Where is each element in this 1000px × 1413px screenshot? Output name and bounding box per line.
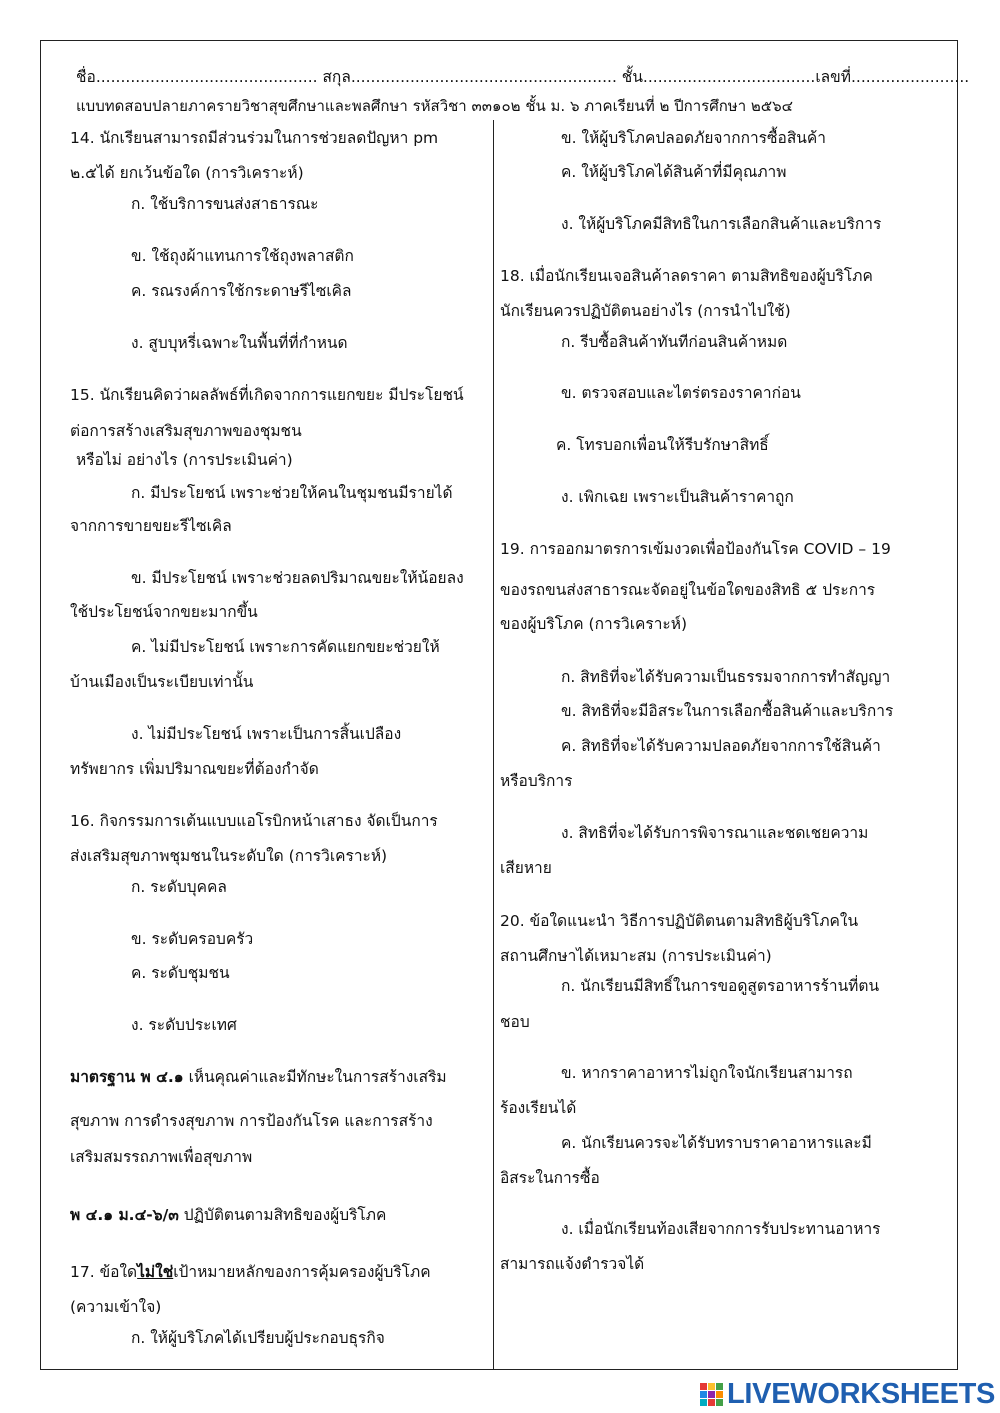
logo-mark-cell (708, 1383, 715, 1390)
q20-choice-d-cont: สามารถแจ้งตำรวจได้ (500, 1255, 645, 1273)
q16-stem-line1: 16. กิจกรรมการเต้นแบบแอโรบิกหน้าเสาธง จัดเป็นการ (70, 812, 438, 830)
standard-line2: สุขภาพ การดำรงสุขภาพ การป้องกันโรค และการสร้าง (70, 1112, 433, 1130)
q20-choice-a-cont: ชอบ (500, 1013, 530, 1031)
indicator-text: ปฏิบัติตนตามสิทธิของผู้บริโภค (178, 1206, 387, 1224)
q16-choice-a[interactable]: ก. ระดับบุคคล (131, 878, 227, 896)
logo-text: LIVEWORKSHEETS (727, 1378, 996, 1410)
logo-mark-cell (708, 1399, 715, 1406)
q19-choice-a[interactable]: ก. สิทธิที่จะได้รับความเป็นธรรมจากการทำสัญญา (561, 668, 891, 686)
q15-choice-b[interactable]: ข. มีประโยชน์ เพราะช่วยลดปริมาณขยะให้น้อยลง (131, 569, 464, 587)
liveworksheets-logo[interactable] (700, 1380, 995, 1408)
q17-suffix: เป้าหมายหลักของการคุ้มครองผู้บริโภค (173, 1263, 431, 1281)
q20-choice-d[interactable]: ง. เมื่อนักเรียนท้องเสียจากการรับประทานอาหาร (561, 1220, 881, 1238)
q19-stem-line3: ของผู้บริโภค (การวิเคราะห์) (500, 615, 688, 633)
q18-choice-d[interactable]: ง. เพิกเฉย เพราะเป็นสินค้าราคาถูก (561, 488, 794, 506)
q17-choice-a[interactable]: ก. ให้ผู้บริโภคได้เปรียบผู้ประกอบธุรกิจ (131, 1329, 385, 1347)
student-info-fields: ชื่อ............................................. สกุล...................................................... ชั้น...................................เลขที่........................ (76, 68, 970, 86)
q19-choice-b[interactable]: ข. สิทธิที่จะมีอิสระในการเลือกซื้อสินค้าและบริการ (561, 702, 894, 720)
exam-title: แบบทดสอบปลายภาครายวิชาสุขศึกษาและพลศึกษา รหัสวิชา ๓๓๑๐๒ ชั้น ม. ๖ ภาคเรียนที่ ๒ ปีการศึกษา ๒๕๖๔ (76, 97, 794, 115)
q16-stem-line2: ส่งเสริมสุขภาพชุมชนในระดับใด (การวิเคราะห์) (70, 847, 388, 865)
standard-text: เห็นคุณค่าและมีทักษะในการสร้างเสริม (183, 1068, 447, 1086)
q18-choice-b[interactable]: ข. ตรวจสอบและไตร่ตรองราคาก่อน (561, 384, 801, 402)
indicator-code: พ ๔.๑ ม.๔-๖/๓ (70, 1206, 179, 1224)
q14-choice-b[interactable]: ข. ใช้ถุงผ้าแทนการใช้ถุงพลาสติก (131, 247, 354, 265)
q18-stem-line2: นักเรียนควรปฏิบัติตนอย่างไร (การนำไปใช้) (500, 302, 791, 320)
logo-mark-cell (708, 1391, 715, 1398)
q15-stem-line2: ต่อการสร้างเสริมสุขภาพของชุมชน (70, 422, 302, 440)
q17-choice-d[interactable]: ง. ให้ผู้บริโภคมีสิทธิในการเลือกสินค้าและบริการ (561, 215, 882, 233)
indicator-line (70, 1205, 386, 1225)
q16-choice-b[interactable]: ข. ระดับครอบครัว (131, 930, 254, 948)
q14-choice-d[interactable]: ง. สูบบุหรี่เฉพาะในพื้นที่ที่กำหนด (131, 334, 348, 352)
q17-choice-c[interactable]: ค. ให้ผู้บริโภคได้สินค้าที่มีคุณภาพ (561, 163, 787, 181)
standard-line1 (70, 1067, 447, 1087)
q18-choice-c[interactable]: ค. โทรบอกเพื่อนให้รีบรักษาสิทธิ์ (556, 436, 769, 454)
logo-mark-cell (700, 1383, 707, 1390)
q19-choice-c-cont: หรือบริการ (500, 772, 573, 790)
column-divider (493, 120, 494, 1370)
q19-stem-line1: 19. การออกมาตรการเข้มงวดเพื่อป้องกันโรค COVID – 19 (500, 540, 891, 558)
q15-choice-d-cont: ทรัพยากร เพิ่มปริมาณขยะที่ต้องกำจัด (70, 760, 319, 778)
q17-choice-b[interactable]: ข. ให้ผู้บริโภคปลอดภัยจากการซื้อสินค้า (561, 129, 826, 147)
logo-mark-cell (716, 1391, 723, 1398)
q19-choice-d[interactable]: ง. สิทธิที่จะได้รับการพิจารณาและชดเชยความ (561, 824, 869, 842)
q16-choice-c[interactable]: ค. ระดับชุมชน (131, 964, 230, 982)
q17-prefix: 17. ข้อใด (70, 1263, 138, 1281)
standard-line3: เสริมสมรรถภาพเพื่อสุขภาพ (70, 1148, 253, 1166)
q15-choice-c-cont: บ้านเมืองเป็นระเบียบเท่านั้น (70, 673, 254, 691)
q15-choice-b-cont: ใช้ประโยชน์จากขยะมากขึ้น (70, 603, 258, 621)
q14-stem-line2: ๒.๕ได้ ยกเว้นข้อใด (การวิเคราะห์) (70, 164, 304, 182)
q14-choice-c[interactable]: ค. รณรงค์การใช้กระดาษรีไซเคิล (131, 282, 352, 300)
q17-stem-line2: (ความเข้าใจ) (70, 1298, 162, 1316)
q18-stem-line1: 18. เมื่อนักเรียนเจอสินค้าลดราคา ตามสิทธิของผู้บริโภค (500, 267, 873, 285)
q17-stem-line1 (70, 1262, 431, 1282)
q20-choice-c-cont: อิสระในการซื้อ (500, 1169, 600, 1187)
q15-stem-line1: 15. นักเรียนคิดว่าผลลัพธ์ที่เกิดจากการแยกขยะ มีประโยชน์ (70, 386, 464, 404)
q19-stem-line2: ของรถขนส่งสาธารณะจัดอยู่ในข้อใดของสิทธิ ๕ ประการ (500, 581, 876, 599)
q18-choice-a[interactable]: ก. รีบซื้อสินค้าทันทีก่อนสินค้าหมด (561, 333, 788, 351)
q20-choice-b-cont: ร้องเรียนได้ (500, 1099, 577, 1117)
q16-choice-d[interactable]: ง. ระดับประเทศ (131, 1016, 237, 1034)
q14-stem-line1: 14. นักเรียนสามารถมีส่วนร่วมในการช่วยลดปัญหา pm (70, 129, 439, 147)
logo-mark-cell (716, 1383, 723, 1390)
q20-stem-line1: 20. ข้อใดแนะนำ วิธีการปฏิบัติตนตามสิทธิผู้บริโภคใน (500, 912, 859, 930)
logo-mark-icon (700, 1383, 723, 1406)
q20-stem-line2: สถานศึกษาได้เหมาะสม (การประเมินค่า) (500, 947, 772, 965)
q15-stem-line3: หรือไม่ อย่างไร (การประเมินค่า) (76, 451, 293, 469)
q20-choice-c[interactable]: ค. นักเรียนควรจะได้รับทราบราคาอาหารและมี (561, 1134, 872, 1152)
q19-choice-d-cont: เสียหาย (500, 859, 552, 877)
q19-choice-c[interactable]: ค. สิทธิที่จะได้รับความปลอดภัยจากการใช้สินค้า (561, 737, 881, 755)
q20-choice-a[interactable]: ก. นักเรียนมีสิทธิ์ในการขอดูสูตรอาหารร้านที่ตน (561, 977, 880, 995)
q15-choice-d[interactable]: ง. ไม่มีประโยชน์ เพราะเป็นการสิ้นเปลือง (131, 725, 402, 743)
q15-choice-a-cont: จากการขายขยะรีไซเคิล (70, 517, 232, 535)
logo-mark-cell (716, 1399, 723, 1406)
logo-mark-cell (700, 1399, 707, 1406)
q15-choice-a[interactable]: ก. มีประโยชน์ เพราะช่วยให้คนในชุมชนมีรายได้ (131, 484, 453, 502)
q15-choice-c[interactable]: ค. ไม่มีประโยชน์ เพราะการคัดแยกขยะช่วยให้ (131, 638, 440, 656)
standard-label: มาตรฐาน พ ๔.๑ (70, 1068, 184, 1086)
logo-mark-cell (700, 1391, 707, 1398)
q17-emphasis: ไม่ใช่ (137, 1263, 174, 1281)
q14-choice-a[interactable]: ก. ใช้บริการขนส่งสาธารณะ (131, 195, 319, 213)
q20-choice-b[interactable]: ข. หากราคาอาหารไม่ถูกใจนักเรียนสามารถ (561, 1064, 853, 1082)
